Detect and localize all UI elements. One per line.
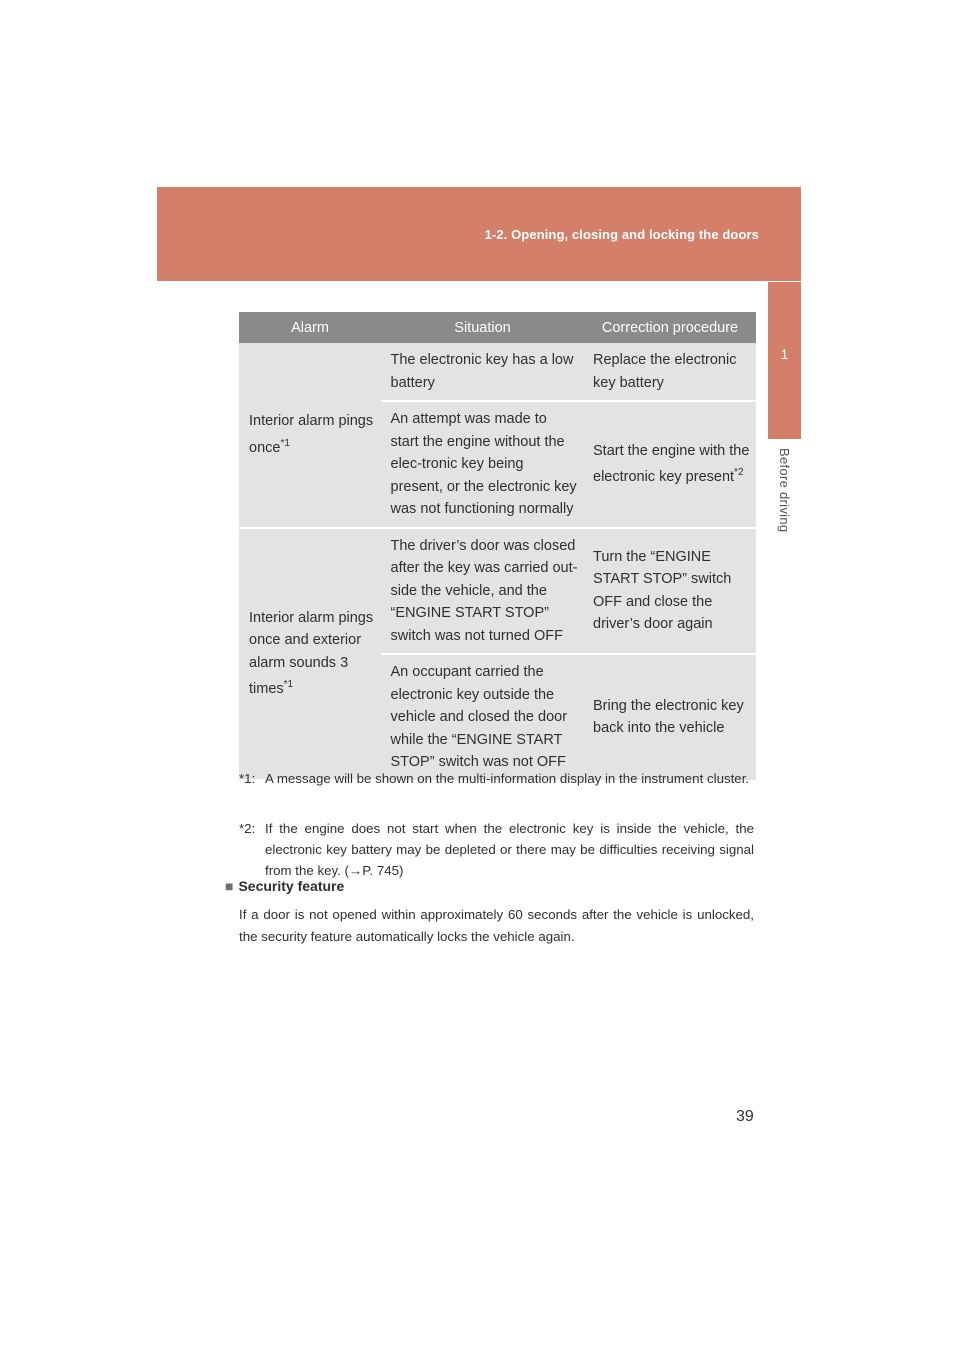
footnote-mark: *2: bbox=[239, 821, 256, 836]
column-header-correction: Correction procedure bbox=[584, 312, 756, 343]
table-row bbox=[239, 343, 756, 401]
correction-cell: Replace the electronic key battery bbox=[584, 343, 756, 401]
chapter-number: 1 bbox=[780, 346, 789, 362]
column-header-situation: Situation bbox=[381, 312, 584, 343]
correction-text: Start the engine with the electronic key present bbox=[593, 442, 750, 486]
footnote-ref: *2 bbox=[734, 467, 744, 479]
header-band bbox=[157, 187, 801, 281]
section-body: If a door is not opened within approximately 60 seconds after the vehicle is unlocked, the security feature automatically locks the vehicle again. bbox=[239, 907, 754, 944]
correction-cell: Bring the electronic key back into the vehicle bbox=[584, 654, 756, 780]
footnote-ref: *1 bbox=[280, 437, 290, 449]
footnote-mark: *1: bbox=[239, 771, 256, 786]
chapter-label: Before driving bbox=[777, 448, 792, 533]
situation-cell: The electronic key has a low battery bbox=[381, 343, 584, 401]
section-heading-text: Security feature bbox=[238, 878, 345, 894]
footnote bbox=[239, 768, 754, 789]
situation-cell: The driver’s door was closed after the key was carried out-side the vehicle, and the “ENGINE START STOP” switch was not turned OFF bbox=[381, 528, 584, 655]
footnote bbox=[239, 818, 754, 881]
square-bullet-icon: ■ bbox=[225, 878, 234, 894]
alarm-cell bbox=[239, 343, 381, 528]
correction-cell bbox=[584, 401, 756, 528]
section-title: 1-2. Opening, closing and locking the doors bbox=[484, 227, 759, 242]
alarm-text: Interior alarm pings once bbox=[249, 413, 374, 456]
section-heading bbox=[225, 878, 344, 894]
alarm-cell bbox=[239, 528, 381, 780]
column-header-alarm: Alarm bbox=[239, 312, 381, 343]
situation-cell: An occupant carried the electronic key outside the vehicle and closed the door while the “ENGINE START STOP” switch was not OFF bbox=[381, 654, 584, 780]
page-number: 39 bbox=[736, 1108, 754, 1125]
correction-cell: Turn the “ENGINE START STOP” switch OFF and close the driver’s door again bbox=[584, 528, 756, 655]
footnote-text: A message will be shown on the multi-information display in the instrument cluster. bbox=[265, 771, 750, 786]
table-row bbox=[239, 528, 756, 655]
alarm-text: Interior alarm pings once and exterior alarm sounds 3 times bbox=[249, 609, 374, 697]
table-header-row bbox=[239, 312, 756, 343]
footnote-text: If the engine does not start when the electronic key is inside the vehicle, the electronic key battery may be depleted or there may be difficulties receiving signal from the key. (→P. 745) bbox=[265, 821, 754, 878]
alarm-table bbox=[239, 312, 756, 781]
chapter-tab bbox=[768, 282, 801, 439]
situation-cell: An attempt was made to start the engine without the elec-tronic key being present, or the electronic key was not functioning normally bbox=[381, 401, 584, 528]
footnote-ref: *1 bbox=[283, 679, 294, 691]
